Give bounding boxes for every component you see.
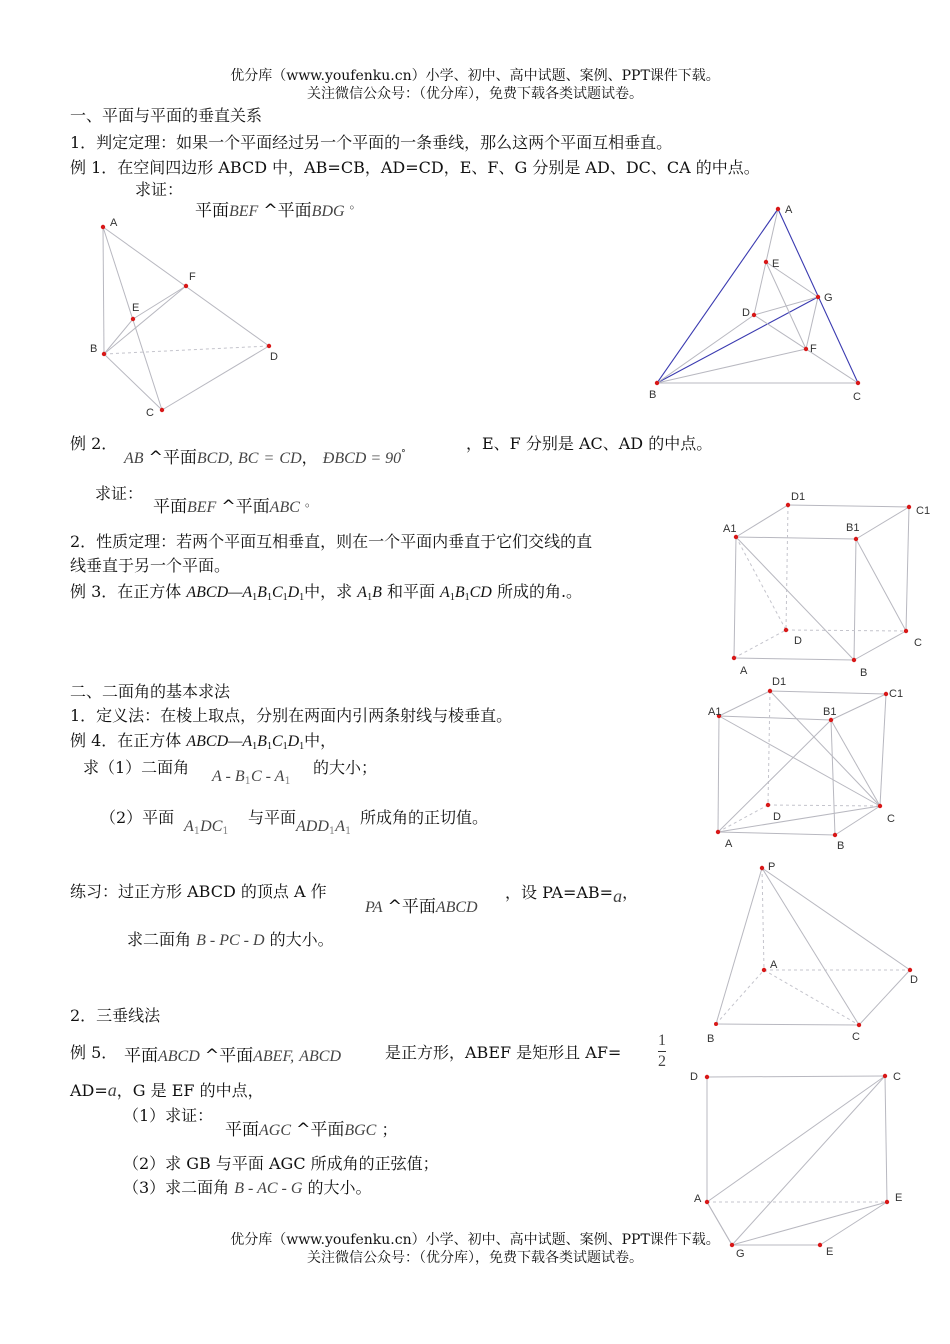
label-D: D xyxy=(742,307,750,319)
example2-formula: AB ^平面BCD, BC = CD， ÐBCD = 90° xyxy=(124,448,406,468)
theorem2-line2: 线垂直于另一个平面。 xyxy=(70,556,231,575)
label-B1: B1 xyxy=(823,706,837,718)
label-A: A xyxy=(740,665,748,677)
figure-cube-1 xyxy=(720,490,940,680)
example5-q1-label: （1）求证： xyxy=(123,1106,214,1125)
label-E: E xyxy=(132,302,140,314)
example1-text: 例 1．在空间四边形 ABCD 中，AB=CB，AD=CD，E、F、G 分别是 AD、DC、CA 的中点。 xyxy=(70,158,760,177)
label-C: C xyxy=(853,391,861,403)
label-C1: C1 xyxy=(889,688,904,700)
figure-tetrahedron-2 xyxy=(640,195,880,405)
example3-text: 例 3．在正方体 $ABCD—A_1B_1C_1D_1$中，求 $A_1B$ 和平面 $A_1B_1CD$ 所成的角.。 xyxy=(70,582,583,603)
practice-question: 求二面角 B - PC - D 的大小。 xyxy=(127,930,334,949)
label-D: D xyxy=(794,635,802,647)
label-D1: D1 xyxy=(772,676,787,688)
example2-prove-label: 求证： xyxy=(95,484,144,503)
example5-formula: 平面ABCD ^平面ABEF, ABCD xyxy=(124,1046,342,1066)
method2-title: 2．三垂线法 xyxy=(70,1006,161,1025)
example5-q2: （2）求 GB 与平面 AGC 所成角的正弦值； xyxy=(123,1154,439,1173)
figure-tetrahedron-1 xyxy=(85,210,295,420)
label-D: D xyxy=(773,811,781,823)
label-C: C xyxy=(914,637,922,649)
figure-cube-2 xyxy=(705,675,925,855)
label-B1: B1 xyxy=(846,522,860,534)
example5-mid: 是正方形，ABEF 是矩形且 AF= xyxy=(385,1043,622,1062)
example2-prove-formula: 平面BEF ^平面ABC 。 xyxy=(153,495,317,517)
theorem2-line1: 2．性质定理：若两个平面互相垂直，则在一个平面内垂直于它们交线的直 xyxy=(70,532,593,551)
label-B: B xyxy=(707,1033,715,1045)
example4-q2-mid: 与平面 xyxy=(248,808,297,827)
example4-q1: 求（1）二面角 xyxy=(83,758,190,777)
label-E2: E xyxy=(826,1246,834,1258)
example5-fraction: $\frac{1}{2}$ xyxy=(658,1032,666,1070)
example4-q2-pre: （2）平面 xyxy=(100,808,175,827)
label-A: A xyxy=(110,217,118,229)
label-E: E xyxy=(772,258,780,270)
example5-q1-formula: 平面AGC ^平面BGC ； xyxy=(225,1120,398,1140)
label-C: C xyxy=(887,813,895,825)
footer-line-1: 优分库（www.youfenku.cn）小学、初中、高中试题、案例、PPT课件下载。 xyxy=(230,1232,720,1248)
label-D: D xyxy=(690,1071,698,1083)
example4-q2-plane2: $ADD_1A_1$ xyxy=(296,818,352,837)
section1-title: 一、平面与平面的垂直关系 xyxy=(70,106,263,125)
section2-title: 二、二面角的基本求法 xyxy=(70,682,231,701)
example4-q2-tail: 所成角的正切值。 xyxy=(360,808,489,827)
label-A: A xyxy=(770,959,778,971)
example1-formula: 平面BEF ^平面BDG 。 xyxy=(195,197,362,221)
label-E: E xyxy=(895,1192,903,1204)
label-D: D xyxy=(270,351,278,363)
example1-prove-label: 求证： xyxy=(135,180,184,199)
label-B: B xyxy=(90,343,98,355)
label-D1: D1 xyxy=(791,491,806,503)
header-line-2: 关注微信公众号：（优分库），免费下载各类试题试卷。 xyxy=(307,86,643,102)
label-A: A xyxy=(725,838,733,850)
label-D: D xyxy=(910,974,918,986)
example4-q1-expr: A - $B_1C - A_1$ xyxy=(212,768,291,787)
label-C: C xyxy=(146,407,154,419)
label-A: A xyxy=(694,1193,702,1205)
label-A1: A1 xyxy=(708,706,722,718)
label-G: G xyxy=(824,292,833,304)
label-G: G xyxy=(736,1248,745,1260)
example2-label: 例 2． xyxy=(70,434,118,453)
label-F: F xyxy=(189,271,196,283)
label-A: A xyxy=(785,204,793,216)
label-C: C xyxy=(852,1031,860,1043)
example4-q1-tail: 的大小； xyxy=(313,758,378,777)
label-B: B xyxy=(837,840,845,852)
label-F: F xyxy=(810,343,817,355)
example5-line2: AD=a，G 是 EF 的中点， xyxy=(70,1080,264,1100)
example5-q3: （3）求二面角 B - AC - G 的大小。 xyxy=(123,1178,372,1197)
theorem1-text: 1．判定定理：如果一个平面经过另一个平面的一条垂线，那么这两个平面互相垂直。 xyxy=(70,133,673,152)
method1-text: 1．定义法：在棱上取点，分别在两面内引两条射线与棱垂直。 xyxy=(70,706,513,725)
label-C1: C1 xyxy=(916,505,931,517)
label-C: C xyxy=(893,1071,901,1083)
figure-pyramid xyxy=(700,860,930,1045)
practice-pre: 练习：过正方形 ABCD 的顶点 A 作 xyxy=(70,882,327,901)
example2-tail: ，E、F 分别是 AC、AD 的中点。 xyxy=(466,434,713,453)
footer-line-2: 关注微信公众号：（优分库），免费下载各类试题试卷。 xyxy=(307,1250,643,1266)
example4-q2-plane1: $A_1DC_1$ xyxy=(184,818,229,837)
example5-line1: 例 5． xyxy=(70,1043,118,1062)
header-line-1: 优分库（www.youfenku.cn）小学、初中、高中试题、案例、PPT课件下载。 xyxy=(230,68,720,84)
example4-text: 例 4．在正方体 $ABCD—A_1B_1C_1D_1$中， xyxy=(70,731,337,752)
label-B: B xyxy=(860,667,868,679)
label-A1: A1 xyxy=(723,523,737,535)
label-B: B xyxy=(649,389,657,401)
practice-formula: PA ^平面ABCD xyxy=(365,897,478,917)
practice-mid: ，设 PA=AB=a， xyxy=(505,883,639,906)
label-P: P xyxy=(768,861,776,873)
